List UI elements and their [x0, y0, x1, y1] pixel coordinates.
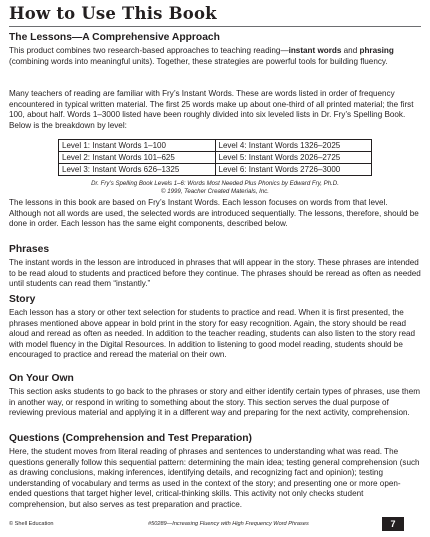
caption-line-1: Dr. Fry’s Spelling Book Levels 1–6: Words Most Needed Plus Phonics by Edward Fry, Ph.D.	[91, 180, 339, 187]
table-cell: Level 6: Instant Words 2726–3000	[215, 164, 372, 176]
footer-product-title: #50289—Increasing Fluency with High Frequency Word Phrases	[148, 521, 309, 527]
page-title: How to Use This Book	[9, 4, 217, 23]
on-your-own-heading: On Your Own	[9, 373, 74, 384]
table-cell: Level 2: Instant Words 101–625	[59, 152, 216, 164]
questions-paragraph: Here, the student moves from literal reading of phrases and sentences to understanding what was read. The questions generally follow this sequential pattern: determining the main idea; testing general comprehension (such as drawing conclusions, making inferences, identifying details, and recognizing fact and opinion); testing understanding of vocabulary and terms as used in the context of the story; and presenting one or more open-ended questions that target higher level, critical-thinking skills. This activity not only checks student comprehension, but also serves as test preparation and practice.	[9, 447, 420, 509]
table-caption	[9, 180, 421, 195]
phrasing-term: phrasing	[359, 46, 394, 55]
table-row	[59, 152, 372, 164]
table-cell: Level 1: Instant Words 1–100	[59, 140, 216, 152]
title-divider	[9, 26, 421, 27]
page-number: 7	[382, 517, 404, 531]
lessons-paragraph-3: The lessons in this book are based on Fry’s Instant Words. Each lesson focuses on words from that level. Although not all words are used, the selected words are introduced sequentially. The lessons, therefore, should be done in order. Each lesson has the same eight components, described below.	[9, 198, 419, 229]
questions-heading: Questions (Comprehension and Test Preparation)	[9, 433, 252, 444]
lessons-paragraph-2: Many teachers of reading are familiar with Fry’s Instant Words. These are words listed in order of frequency encountered in typical written material. The first 25 words make up about one-third of all printed material; the first 100, about half. Words 1–3000 listed have been roughly divided into six leveled lists in Dr. Fry’s Spelling Book. Below is the breakdown by level:	[9, 89, 414, 130]
instant-words-term: instant words	[288, 46, 342, 55]
table-cell: Level 3: Instant Words 626–1325	[59, 164, 216, 176]
table-cell: Level 4: Instant Words 1326–2025	[215, 140, 372, 152]
story-heading: Story	[9, 294, 36, 305]
table-cell: Level 5: Instant Words 2026–2725	[215, 152, 372, 164]
footer-copyright: © Shell Education	[9, 521, 54, 527]
phrases-paragraph: The instant words in the lesson are introduced in phrases that will appear in the story. These phrases are intended to be read aloud to students and practiced before they continue. The phrases should be reread as often as needed until students can read them “instantly.”	[9, 258, 421, 289]
table-row	[59, 164, 372, 176]
caption-line-2: © 1999, Teacher Created Materials, Inc.	[161, 187, 269, 195]
lessons-heading: The Lessons—A Comprehensive Approach	[9, 32, 220, 43]
story-paragraph: Each lesson has a story or other text selection for students to practice and read. When it is first presented, the phrases mentioned above appear in bold print in the story for easy recognition. Again, the story should be read aloud and reread as often as needed. In addition to the teacher reading, students can also listen to the story read with model fluency in the Digital Resources. In addition to listening to good model reading, students should be encouraged to practice and reread the material on their own.	[9, 308, 416, 360]
lessons-paragraph-1: This product combines two research-based approaches to teaching reading—instant words and phrasing (combining words into meaningful units). Together, these strategies are powerful tools for building fluency.	[9, 46, 394, 66]
table-row	[59, 140, 372, 152]
phrases-heading: Phrases	[9, 244, 50, 255]
on-your-own-paragraph: This section asks students to go back to the phrases or story and either identify certain types of phrases, use them in another way, or respond in writing to something about the story. This section serves the dual purpose of reviewing previous material and applying it in a different way and preparing for the next activity, comprehension.	[9, 387, 420, 418]
levels-table	[58, 139, 372, 176]
